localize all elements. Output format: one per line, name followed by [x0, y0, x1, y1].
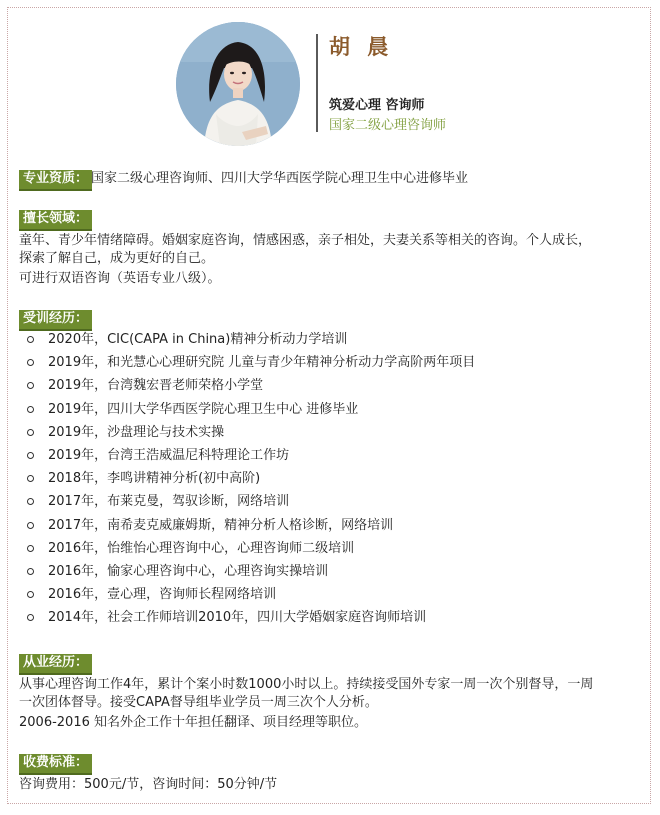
bullet-icon	[27, 568, 34, 575]
fees-heading: 收费标准：	[19, 754, 92, 775]
bullet-icon	[27, 591, 34, 598]
bullet-icon	[27, 406, 34, 413]
bullet-icon	[27, 429, 34, 436]
counselor-name: 胡 晨	[329, 35, 394, 59]
list-item: 2019年，台湾王浩威温尼科特理论工作坊	[22, 444, 475, 467]
bullet-icon	[27, 498, 34, 505]
list-item: 2019年，四川大学华西医学院心理卫生中心 进修毕业	[22, 398, 475, 421]
bullet-icon	[27, 475, 34, 482]
experience-line-1: 从事心理咨询工作4年，累计个案小时数1000小时以上。持续接受国外专家一周一次个别督导，一周	[19, 677, 594, 692]
bullet-icon	[27, 452, 34, 459]
list-item: 2019年，和光慧心心理研究院 儿童与青少年精神分析动力学高阶两年项目	[22, 351, 475, 374]
list-item: 2014年，社会工作师培训2010年，四川大学婚姻家庭咨询师培训	[22, 606, 475, 629]
bullet-icon	[27, 359, 34, 366]
list-item: 2020年，CIC(CAPA in China)精神分析动力学培训	[22, 328, 475, 351]
training-list	[22, 328, 475, 629]
fees-text: 咨询费用：500元/节，咨询时间：50分钟/节	[19, 777, 278, 792]
list-item: 2016年，怡维怡心理咨询中心，心理咨询师二级培训	[22, 537, 475, 560]
bullet-icon	[27, 545, 34, 552]
expertise-line-1: 童年、青少年情绪障碍。婚姻家庭咨询，情感困惑，亲子相处，夫妻关系等相关的咨询。个人成长，	[19, 233, 592, 248]
list-item: 2019年，台湾魏宏晋老师荣格小学堂	[22, 374, 475, 397]
experience-line-3: 2006-2016 知名外企工作十年担任翻译、项目经理等职位。	[19, 715, 367, 730]
list-item: 2017年，南希麦克威廉姆斯，精神分析人格诊断，网络培训	[22, 514, 475, 537]
qualification-heading: 专业资质：	[19, 170, 92, 191]
bullet-icon	[27, 382, 34, 389]
expertise-line-2: 探索了解自己，成为更好的自己。	[19, 251, 215, 266]
training-heading: 受训经历：	[19, 310, 92, 331]
bullet-icon	[27, 336, 34, 343]
counselor-subtitle: 筑爱心理 咨询师	[329, 98, 425, 113]
expertise-line-3: 可进行双语咨询（英语专业八级）。	[19, 271, 221, 286]
counselor-certification: 国家二级心理咨询师	[329, 118, 447, 133]
header-divider	[316, 34, 318, 132]
experience-line-2: 一次团体督导。接受CAPA督导组毕业学员一周三次个人分析。	[19, 695, 378, 710]
list-item: 2016年，壹心理，咨询师长程网络培训	[22, 583, 475, 606]
list-item: 2016年，愉家心理咨询中心，心理咨询实操培训	[22, 560, 475, 583]
bullet-icon	[27, 614, 34, 621]
portrait-image	[176, 22, 300, 146]
expertise-heading: 擅长领域：	[19, 210, 92, 231]
experience-heading: 从业经历：	[19, 654, 92, 675]
avatar	[176, 22, 300, 146]
qualification-text: 国家二级心理咨询师、四川大学华西医学院心理卫生中心进修毕业	[91, 171, 469, 186]
bullet-icon	[27, 522, 34, 529]
list-item: 2018年，李鸣讲精神分析(初中高阶)	[22, 467, 475, 490]
list-item: 2019年，沙盘理论与技术实操	[22, 421, 475, 444]
list-item: 2017年，布莱克曼，驾驭诊断，网络培训	[22, 490, 475, 513]
